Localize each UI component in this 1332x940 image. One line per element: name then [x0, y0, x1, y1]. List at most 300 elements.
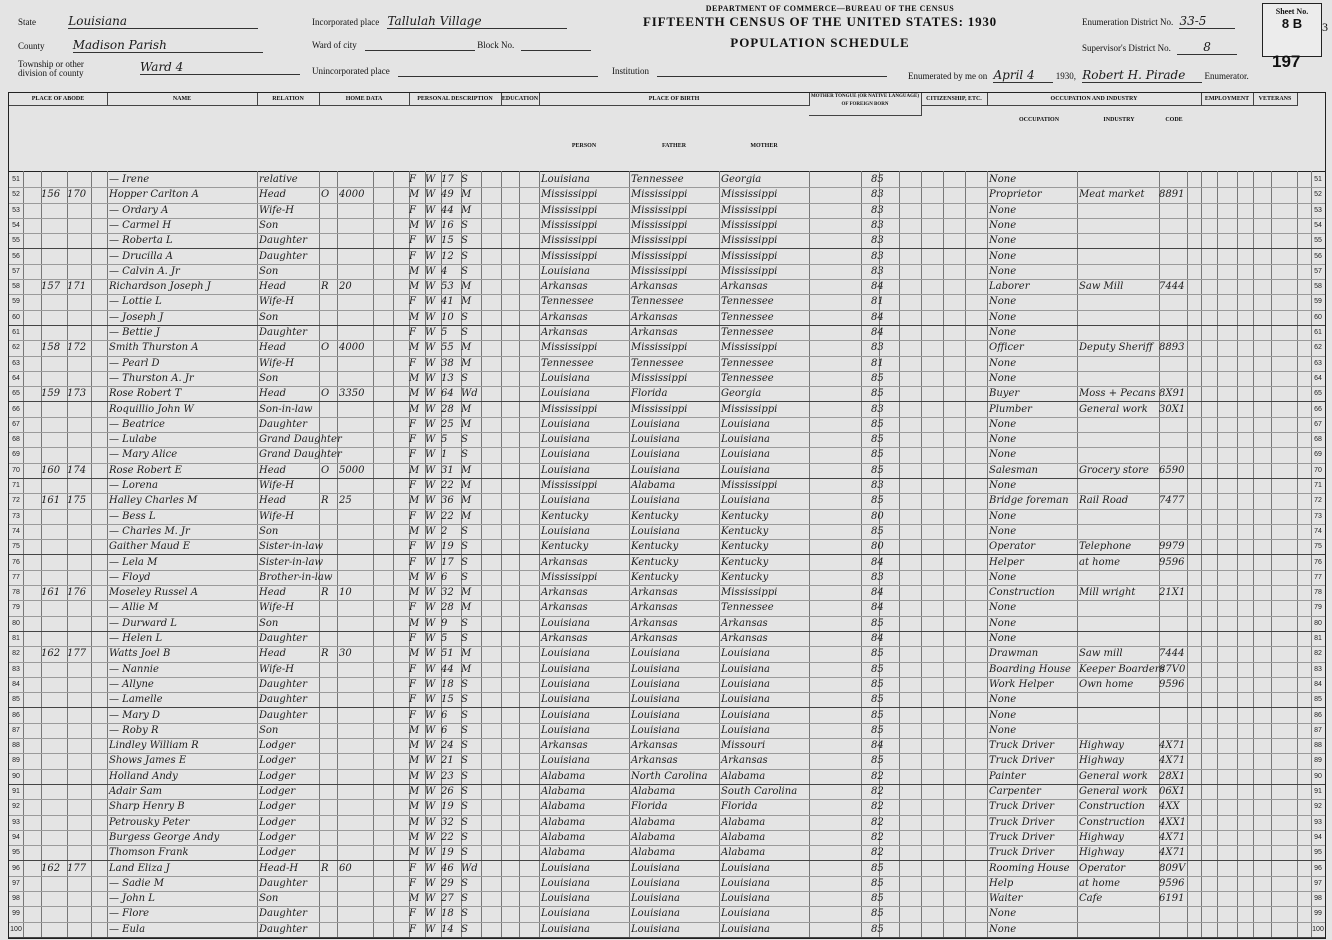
cell-age: 6 [441, 724, 448, 736]
cell-birth: Arkansas [541, 556, 588, 568]
cell-occ: Help [989, 877, 1014, 889]
cell-code: 85 [871, 694, 884, 706]
cell-sex: M [409, 495, 420, 507]
cell-ms: S [461, 219, 468, 231]
cell-ocode [1159, 432, 1195, 448]
cell-val [339, 769, 373, 785]
line-number: 69 [12, 451, 20, 459]
cell-birth: Louisiana [541, 418, 590, 430]
cell-father: Louisiana [631, 724, 680, 736]
cell-dw [41, 891, 67, 907]
cell-val [339, 478, 373, 494]
cell-rel: Son [259, 893, 279, 905]
cell-val [339, 524, 373, 540]
cell-race: W [425, 495, 436, 507]
cell-age: 36 [441, 495, 454, 507]
cell-name: — Lorena [109, 480, 158, 491]
cell-code: 85 [871, 617, 884, 629]
cell-code: 81 [871, 296, 884, 308]
incorporated-label: Incorporated place [312, 17, 380, 27]
cell-ocode [1159, 692, 1195, 708]
cell-race: W [425, 755, 436, 767]
cell-ind: Moss + Pecans [1079, 388, 1156, 400]
cell-fam [67, 371, 91, 387]
cell-ind [1079, 570, 1159, 586]
cell-ocode [1159, 478, 1195, 494]
cell-sex: F [409, 663, 416, 675]
cell-fam [67, 218, 91, 234]
cell-sex: M [409, 724, 420, 736]
cell-ind: Highway [1079, 831, 1124, 843]
cell-fam [67, 753, 91, 769]
cell-father: Louisiana [631, 418, 680, 430]
cell-name: Thomson Frank [109, 847, 189, 859]
cell-occ: None [989, 449, 1017, 461]
table-row [9, 402, 1325, 418]
cell-own: R [321, 862, 329, 874]
cell-race: W [425, 740, 436, 752]
cell-mother: Louisiana [721, 923, 770, 935]
cell-ind: General work [1079, 403, 1148, 415]
table-row [9, 172, 1325, 188]
line-number: 73 [12, 512, 20, 520]
cell-dw [41, 906, 67, 922]
cell-age: 6 [441, 571, 448, 583]
table-row [9, 799, 1325, 815]
cell-val [339, 662, 373, 678]
cell-ind [1079, 218, 1159, 234]
cell-dw [41, 723, 67, 739]
table-row [9, 417, 1325, 433]
cell-fam [67, 845, 91, 861]
cell-age: 5 [441, 327, 448, 338]
cell-age: 32 [441, 816, 454, 828]
cell-name: Smith Thurston A [109, 342, 199, 354]
cell-dw [41, 555, 67, 571]
cell-own [321, 371, 335, 387]
cell-father: Alabama [631, 847, 676, 859]
cell-occ: None [989, 219, 1017, 231]
cell-ocode [1159, 218, 1195, 234]
cell-mother: Louisiana [721, 418, 770, 430]
cell-ocode [1159, 417, 1195, 433]
cell-own [321, 218, 335, 234]
cell-name: Land Eliza J [109, 862, 170, 874]
table-row [9, 478, 1325, 494]
cell-sex: F [409, 480, 416, 491]
cell-sex: F [409, 357, 416, 369]
cell-fam [67, 815, 91, 831]
line-number-right: 95 [1314, 849, 1322, 857]
subhead-code: CODE [1165, 117, 1183, 123]
group-mother-tongue: MOTHER TONGUE (OR NATIVE LANGUAGE) OF FOREIGN BORN [809, 93, 922, 116]
cell-ocode [1159, 906, 1195, 922]
population-table [8, 92, 1326, 939]
cell-mother: Mississippi [721, 403, 778, 415]
line-number-right: 96 [1314, 864, 1322, 872]
cell-code: 85 [871, 893, 884, 905]
cell-sex: M [409, 648, 420, 660]
supervisor-district-value: 8 [1177, 40, 1237, 55]
cell-fam [67, 769, 91, 785]
line-number-right: 92 [1314, 803, 1322, 811]
cell-val: 25 [339, 495, 352, 507]
cell-birth: Louisiana [541, 893, 590, 905]
cell-val [339, 876, 373, 892]
cell-dw [41, 509, 67, 525]
cell-mother: Arkansas [721, 633, 768, 644]
cell-father: Louisiana [631, 434, 680, 446]
cell-name: — Mary Alice [109, 449, 178, 461]
cell-race: W [425, 862, 436, 874]
cell-dw: 158 [41, 342, 61, 354]
cell-father: Kentucky [631, 510, 679, 522]
cell-dw [41, 524, 67, 540]
cell-code: 85 [871, 862, 884, 874]
cell-birth: Louisiana [541, 174, 590, 185]
cell-code: 84 [871, 311, 884, 323]
cell-name: — Lulabe [109, 434, 157, 446]
cell-race: W [425, 525, 436, 537]
cell-name: — Carmel H [109, 219, 172, 231]
cell-rel: Head [259, 189, 287, 201]
line-number: 84 [12, 680, 20, 688]
table-row [9, 784, 1325, 800]
cell-father: Kentucky [631, 571, 679, 583]
cell-sex: M [409, 831, 420, 843]
line-number-right: 54 [1314, 221, 1322, 229]
incorporated-field [312, 14, 567, 29]
cell-ocode [1159, 310, 1195, 326]
cell-ocode [1159, 356, 1195, 372]
cell-rel: Daughter [259, 678, 307, 690]
line-number: 80 [12, 619, 20, 627]
cell-sex: M [409, 311, 420, 323]
cell-val [339, 249, 373, 265]
cell-race: W [425, 663, 436, 675]
cell-ocode: 87V0 [1159, 663, 1186, 675]
cell-dw [41, 876, 67, 892]
group-personal-description: PERSONAL DESCRIPTION [409, 93, 502, 106]
cell-father: Florida [631, 801, 668, 813]
cell-mother: Tennessee [721, 311, 774, 323]
cell-father: Arkansas [631, 617, 678, 629]
cell-ms: S [461, 770, 468, 782]
cell-name: — Flore [109, 908, 150, 920]
cell-mother: Tennessee [721, 602, 774, 614]
cell-father: Tennessee [631, 296, 684, 308]
cell-ind [1079, 692, 1159, 708]
cell-rel: relative [259, 174, 298, 185]
table-row [9, 600, 1325, 616]
cell-mother: Louisiana [721, 434, 770, 446]
cell-fam [67, 738, 91, 754]
cell-ocode: 8X91 [1159, 388, 1186, 400]
cell-dw [41, 325, 67, 341]
cell-ind: Keeper Boarders [1079, 663, 1165, 675]
cell-age: 55 [441, 342, 454, 354]
cell-ind: Rail Road [1079, 495, 1129, 507]
cell-name: — Eula [109, 923, 146, 935]
line-number: 68 [12, 436, 20, 444]
cell-race: W [425, 281, 436, 293]
cell-birth: Louisiana [541, 709, 590, 721]
cell-ocode: 8891 [1159, 189, 1185, 201]
cell-code: 81 [871, 357, 884, 369]
table-row [9, 815, 1325, 831]
cell-sex: F [409, 327, 416, 338]
cell-val [339, 555, 373, 571]
cell-name: — Thurston A. Jr [109, 372, 194, 384]
cell-birth: Kentucky [541, 541, 589, 553]
cell-ind [1079, 325, 1159, 341]
cell-fam [67, 692, 91, 708]
cell-age: 31 [441, 464, 454, 476]
cell-sex: M [409, 786, 420, 797]
cell-birth: Louisiana [541, 694, 590, 706]
cell-occ: Work Helper [989, 678, 1054, 690]
cell-ind [1079, 172, 1159, 188]
group-occupation-industry: OCCUPATION AND INDUSTRY [987, 93, 1202, 106]
cell-age: 41 [441, 296, 454, 308]
cell-own [321, 876, 335, 892]
enumeration-district-field [1082, 14, 1235, 29]
cell-ms: S [461, 847, 468, 859]
cell-ocode: 9979 [1159, 541, 1185, 553]
cell-val [339, 815, 373, 831]
line-number: 100 [10, 925, 22, 933]
cell-code: 82 [871, 816, 884, 828]
cell-rel: Lodger [259, 801, 296, 813]
line-number-right: 55 [1314, 237, 1322, 245]
line-number-right: 76 [1314, 558, 1322, 566]
cell-ind: Saw Mill [1079, 281, 1124, 293]
line-number: 85 [12, 696, 20, 704]
cell-occ: None [989, 709, 1017, 721]
cell-occ: None [989, 908, 1017, 920]
cell-ocode: 21X1 [1159, 587, 1186, 599]
cell-race: W [425, 174, 436, 185]
line-number: 60 [12, 313, 20, 321]
cell-name: — Joseph J [109, 311, 164, 323]
cell-age: 26 [441, 786, 454, 797]
cell-sex: F [409, 678, 416, 690]
line-number-right: 61 [1314, 329, 1322, 336]
cell-birth: Louisiana [541, 908, 590, 920]
cell-fam [67, 708, 91, 724]
cell-ind [1079, 371, 1159, 387]
line-number-right: 78 [1314, 589, 1322, 597]
cell-val [339, 922, 373, 938]
cell-occ: Truck Driver [989, 755, 1055, 767]
cell-ms: M [461, 418, 472, 430]
cell-dw [41, 753, 67, 769]
cell-rel: Head-H [259, 862, 299, 874]
enumerator-name: Robert H. Pirade [1082, 68, 1202, 83]
line-number: 63 [12, 359, 20, 367]
cell-ind: Cafe [1079, 893, 1103, 905]
cell-father: Arkansas [631, 311, 678, 323]
subhead-person: PERSON [571, 143, 597, 149]
cell-birth: Louisiana [541, 648, 590, 660]
cell-father: Alabama [631, 786, 676, 797]
cell-race: W [425, 816, 436, 828]
group-education: EDUCATION [501, 93, 540, 106]
cell-rel: Wife-H [259, 296, 295, 308]
cell-birth: Louisiana [541, 525, 590, 537]
cell-occ: Helper [989, 556, 1024, 568]
cell-dw [41, 830, 67, 846]
cell-father: Arkansas [631, 755, 678, 767]
subhead-father: FATHER [661, 143, 687, 149]
sheet-label: Sheet No. [1275, 7, 1309, 16]
cell-fam: 173 [67, 388, 87, 400]
cell-occ: None [989, 311, 1017, 323]
cell-fam: 176 [67, 587, 87, 599]
cell-own [321, 432, 335, 448]
cell-fam: 175 [67, 495, 87, 507]
cell-sex: M [409, 617, 420, 629]
cell-birth: Louisiana [541, 265, 590, 277]
cell-father: Mississippi [631, 265, 688, 277]
cell-fam [67, 570, 91, 586]
cell-birth: Louisiana [541, 617, 590, 629]
cell-mother: Louisiana [721, 893, 770, 905]
cell-val [339, 830, 373, 846]
cell-fam [67, 616, 91, 632]
cell-mother: Alabama [721, 816, 766, 828]
cell-name: — Drucilla A [109, 250, 173, 262]
cell-name: — Pearl D [109, 357, 160, 369]
cell-sex: F [409, 174, 416, 185]
cell-own [321, 356, 335, 372]
cell-dw [41, 570, 67, 586]
cell-rel: Son [259, 525, 279, 537]
cell-val [339, 203, 373, 219]
cell-val [339, 539, 373, 555]
line-number-right: 60 [1314, 313, 1322, 321]
cell-father: Arkansas [631, 633, 678, 644]
cell-sex: M [409, 847, 420, 859]
cell-race: W [425, 388, 436, 400]
cell-name: — Floyd [109, 571, 151, 583]
cell-ind: General work [1079, 786, 1148, 797]
table-row [9, 769, 1325, 785]
state-value: Louisiana [68, 14, 258, 29]
cell-occ: Truck Driver [989, 831, 1055, 843]
line-number-right: 90 [1314, 772, 1322, 780]
cell-occ: Rooming House [989, 862, 1070, 874]
cell-val [339, 738, 373, 754]
cell-occ: None [989, 724, 1017, 736]
cell-dw [41, 616, 67, 632]
cell-occ: Operator [989, 541, 1036, 553]
cell-sex: M [409, 740, 420, 752]
cell-name: — Calvin A. Jr [109, 265, 180, 277]
cell-race: W [425, 541, 436, 553]
cell-sex: M [409, 342, 420, 354]
line-number: 96 [12, 864, 20, 872]
cell-race: W [425, 189, 436, 201]
cell-own: R [321, 587, 329, 599]
cell-ms: S [461, 174, 468, 185]
cell-ms: S [461, 556, 468, 568]
cell-fam [67, 631, 91, 647]
line-number-right: 56 [1314, 252, 1322, 260]
cell-own: O [321, 189, 330, 201]
cell-mother: Louisiana [721, 709, 770, 721]
cell-birth: Kentucky [541, 510, 589, 522]
cell-rel: Lodger [259, 770, 296, 782]
cell-rel: Son [259, 311, 279, 323]
cell-own [321, 677, 335, 693]
enumerated-label: Enumerated by me on [908, 71, 988, 81]
cell-ms: M [461, 480, 472, 491]
cell-occ: Laborer [989, 281, 1030, 293]
cell-code: 82 [871, 801, 884, 813]
cell-sex: M [409, 816, 420, 828]
cell-code: 80 [871, 541, 884, 553]
table-row [9, 677, 1325, 693]
cell-ocode: 8893 [1159, 342, 1185, 354]
cell-ms: Wd [461, 862, 478, 874]
cell-code: 84 [871, 740, 884, 752]
cell-mother: Louisiana [721, 862, 770, 874]
line-number: 72 [12, 497, 20, 505]
supervisor-district-field [1082, 40, 1237, 55]
cell-race: W [425, 265, 436, 277]
cell-ms: S [461, 740, 468, 752]
cell-birth: Arkansas [541, 633, 588, 644]
cell-own [321, 799, 335, 815]
cell-rel: Head [259, 587, 287, 599]
cell-birth: Alabama [541, 831, 586, 843]
cell-race: W [425, 617, 436, 629]
cell-rel: Head [259, 495, 287, 507]
cell-birth: Tennessee [541, 357, 594, 369]
cell-race: W [425, 908, 436, 920]
cell-own [321, 233, 335, 249]
cell-age: 4 [441, 265, 448, 277]
table-row [9, 356, 1325, 372]
cell-occ: None [989, 923, 1017, 935]
cell-ind [1079, 478, 1159, 494]
cell-name: — Roby R [109, 724, 159, 736]
cell-own [321, 203, 335, 219]
cell-age: 38 [441, 357, 454, 369]
cell-ind: Construction [1079, 816, 1145, 828]
cell-fam [67, 264, 91, 280]
line-number: 61 [12, 329, 20, 336]
cell-father: Louisiana [631, 908, 680, 920]
cell-ms: S [461, 893, 468, 905]
cell-race: W [425, 327, 436, 338]
cell-name: Moseley Russel A [109, 587, 199, 599]
cell-sex: F [409, 204, 416, 216]
line-number-right: 52 [1314, 191, 1322, 199]
line-number-right: 70 [1314, 466, 1322, 474]
cell-age: 19 [441, 801, 454, 813]
cell-ocode [1159, 249, 1195, 265]
table-row [9, 922, 1325, 938]
cell-father: Mississippi [631, 403, 688, 415]
cell-ind: at home [1079, 556, 1121, 568]
unincorporated-field [312, 66, 598, 77]
cell-birth: Arkansas [541, 587, 588, 599]
cell-father: Arkansas [631, 281, 678, 293]
cell-code: 85 [871, 648, 884, 660]
cell-ind [1079, 509, 1159, 525]
